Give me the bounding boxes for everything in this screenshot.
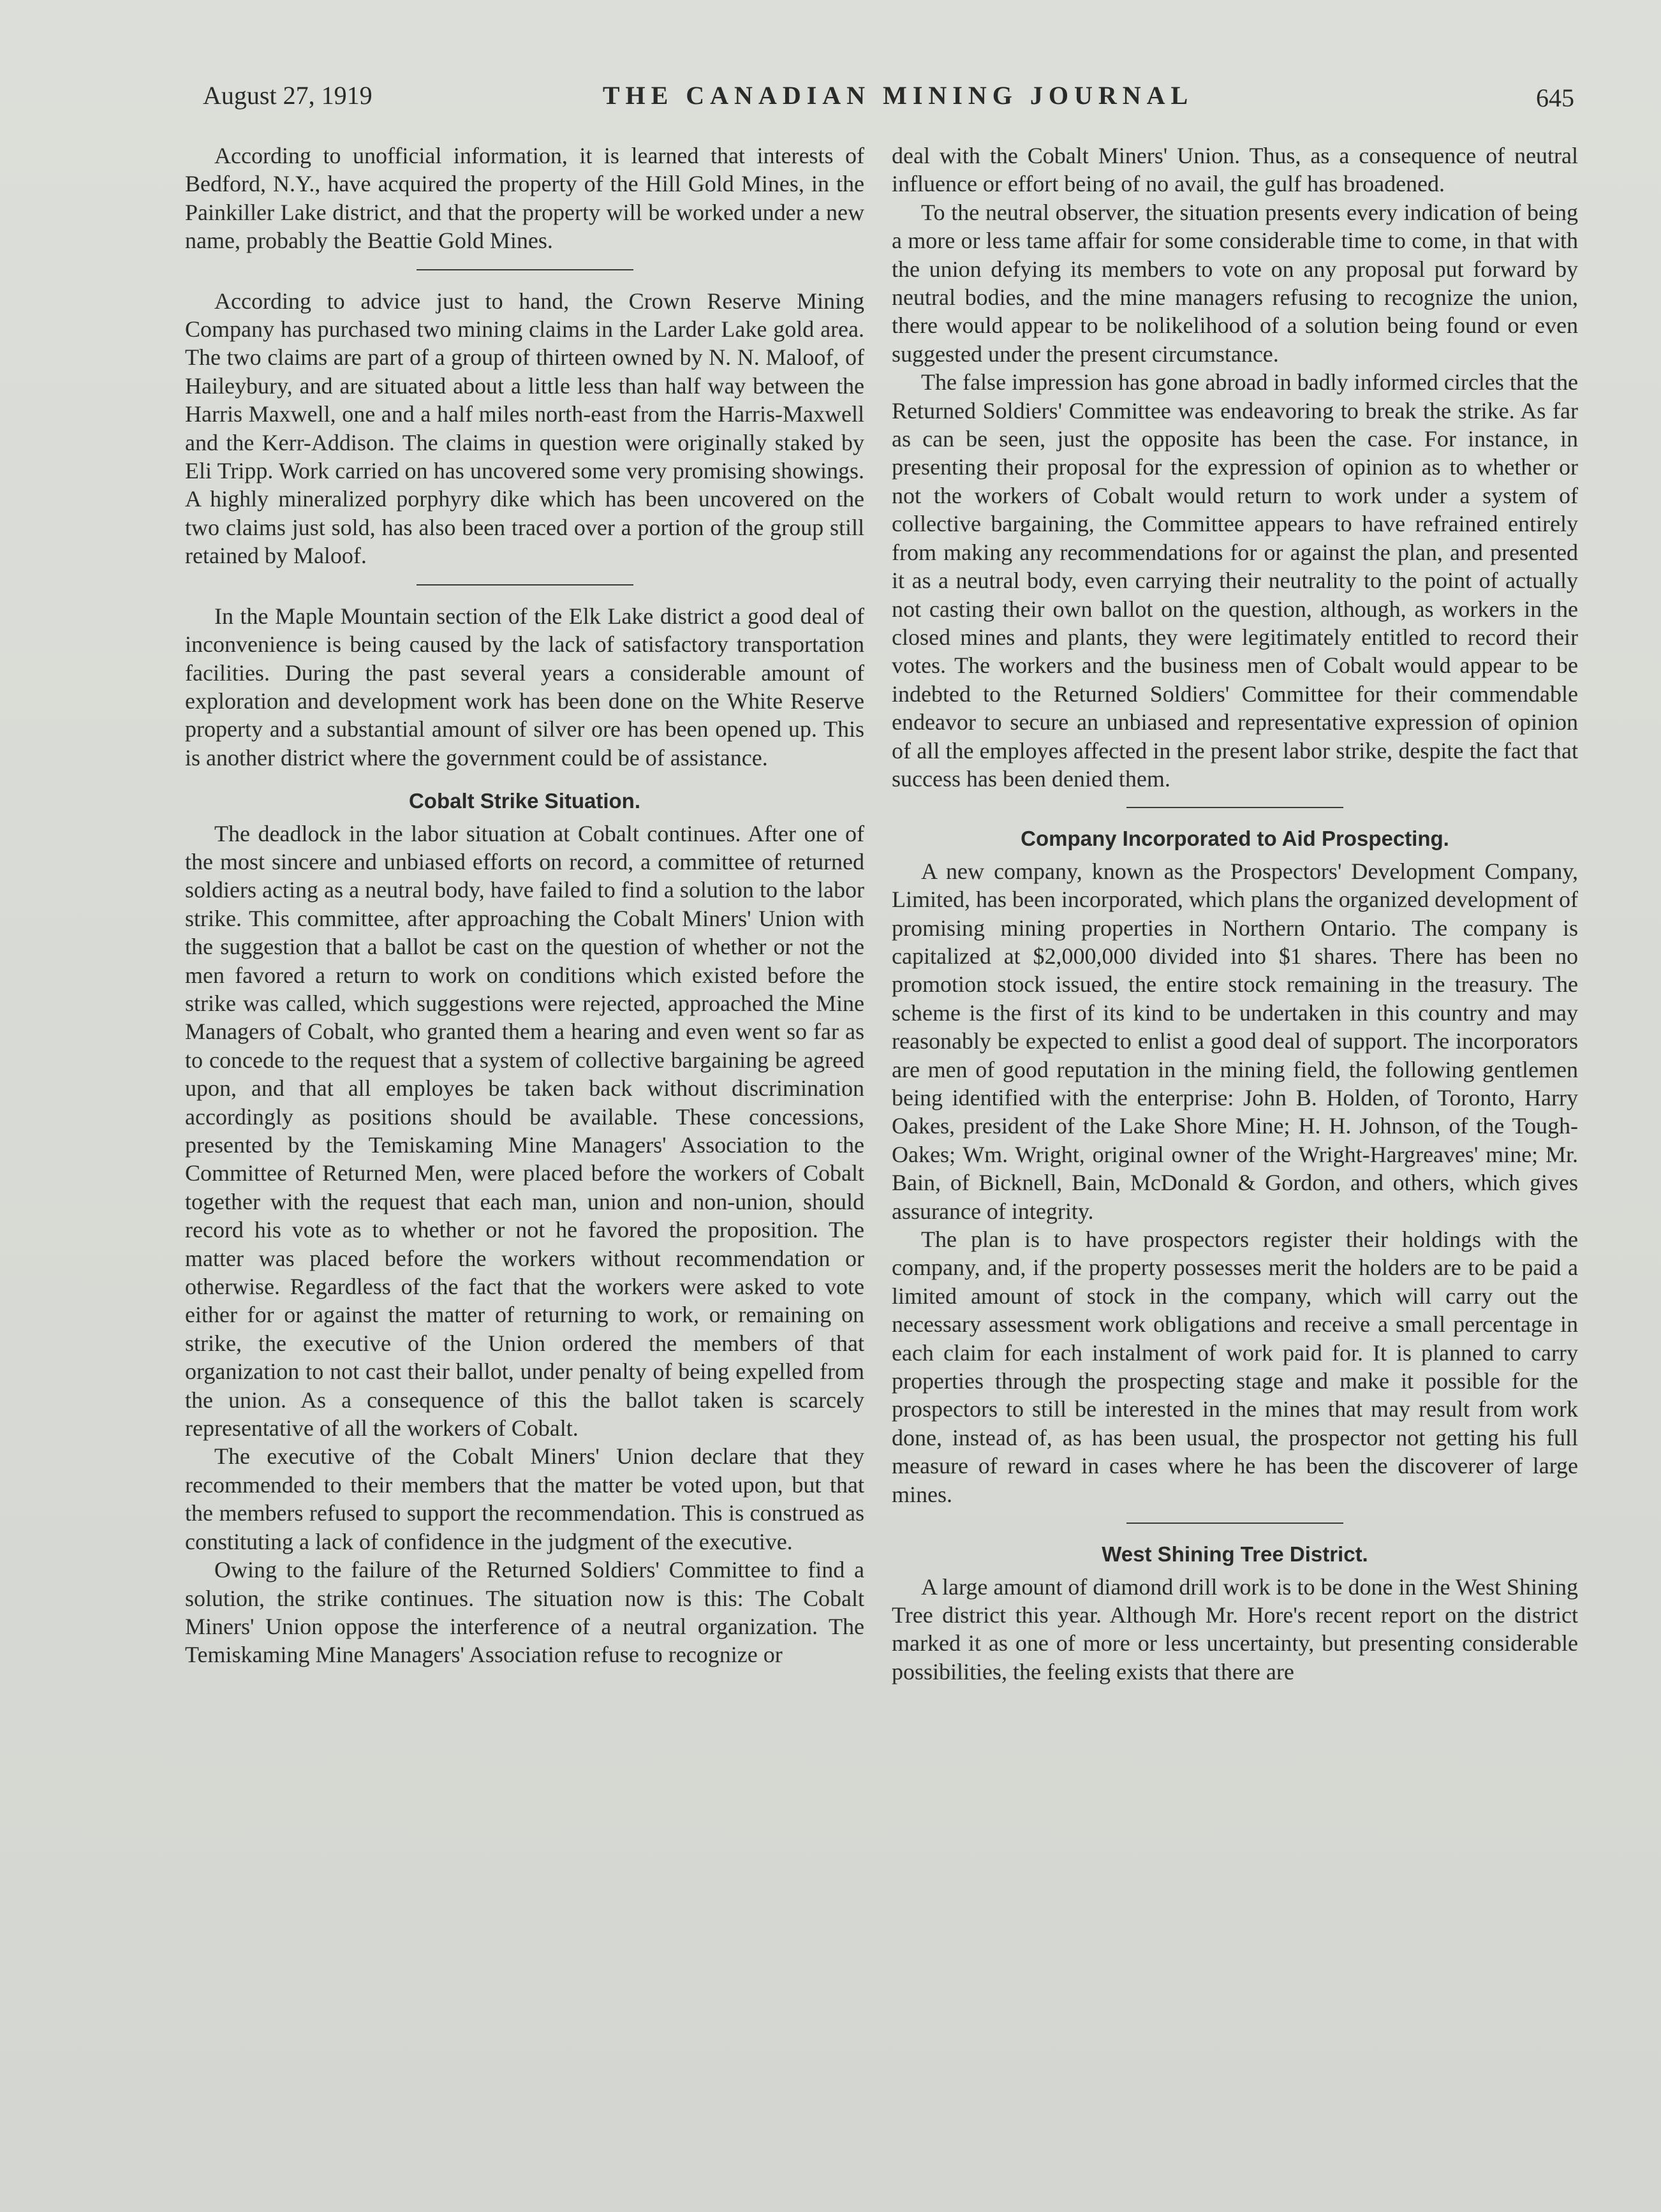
right-column <box>892 142 1578 1686</box>
article-maple-mountain: In the Maple Mountain section of the Elk Lake district a good deal of inconvenience is being caused by the lack of satisfactory transportation facilities. During the past several years a considerable amount of exploration and development work has been done on the White Reserve property and a substantial amount of silver ore has been opened up. This is another district where the government could be of assistance. <box>185 603 864 771</box>
running-head <box>203 80 1574 119</box>
heading-cobalt-strike: Cobalt Strike Situation. <box>408 789 641 813</box>
cobalt-paragraph-5: The false impression has gone abroad in badly informed circles that the Returned Soldiers' Committee was endeavoring to break the strike. As far as can be seen, just the opposite has been the case. For instance, in presenting their proposal for the expression of opinion as to whether or not the workers of Cobalt would return to work under a system of collective bargaining, the Committee appears to have refrained entirely from making any recommendations for or against the plan, and presented it as a neutral body, even carrying their neutrality to the point of actually not casting their own ballot on the question, although, as workers in the closed mines and plants, they were legitimately entitled to record their votes. The workers and the business men of Cobalt would appear to be indebted to the Returned Soldiers' Committee for their commendable endeavor to secure an unbiased and representative expression of opinion of all the employes affected in the present labor strike, despite the fact that success has been denied them. <box>892 369 1578 792</box>
cobalt-continuation: deal with the Cobalt Miners' Union. Thus, as a consequence of neutral influence or effort being of no avail, the gulf has broadened. <box>892 143 1578 197</box>
journal-title: THE CANADIAN MINING JOURNAL <box>602 81 1194 110</box>
company-paragraph-1: A new company, known as the Prospectors' Development Company, Limited, has been incorporated, which plans the organized development of promising mining properties in Northern Ontario. The company is capitalized at $2,000,000 divided into $1 shares. There has been no promotion stock issued, the entire stock remaining in the treasury. The scheme is the first of its kind to be undertaken in this country and may reasonably be expected to enlist a good deal of support. The incorporators are men of good reputation in the mining field, the following gentlemen being identified with the enterprise: John B. Holden, of Toronto, Harry Oakes, president of the Lake Shore Mine; H. H. Johnson, of the Tough-Oakes; Wm. Wright, original owner of the Wright-Hargreaves' mine; Mr. Bain, of Bicknell, Bain, McDonald & Gordon, and others, which gives assurance of integrity. <box>892 858 1578 1224</box>
section-divider <box>417 269 633 270</box>
cobalt-paragraph-4: To the neutral observer, the situation presents every indication of being a more or less tame affair for some considerable time to come, in that with the union defying its members to vote on any proposal put forward by neutral bodies, and the mine managers refusing to recognize the union, there would appear to be nolikelihood of a solution being found or even suggested under the present circumstance. <box>892 199 1578 367</box>
page-number: 645 <box>1536 84 1574 112</box>
cobalt-paragraph-1: The deadlock in the labor situation at Cobalt continues. After one of the most sincere and unbiased efforts on record, a committee of returned soldiers acting as a neutral body, have failed to find a solution to the labor strike. This committee, after approaching the Cobalt Miners' Union with the suggestion that a ballot be cast on the question of whether or not the men favored a return to work on conditions which existed before the strike was called, which suggestions were rejected, approached the Mine Managers of Cobalt, who granted them a hearing and even went so far as to concede to the request that a system of collective bargaining be agreed upon, and that all employes be taken back without discrimination accordingly as positions should be available. These concessions, presented by the Temiskaming Mine Managers' Association to the Committee of Returned Men, were placed before the workers of Cobalt together with the request that each man, union and non-union, should record his vote as to whether or not he favored the proposition. The matter was placed before the workers without recommendation or otherwise. Regardless of the fact that the workers were asked to vote either for or against the matter of returning to work, or remaining on strike, the executive of the Union ordered the members of that organization to not cast their ballot, under penalty of being expelled from the union. As a consequence of this the ballot taken is scarcely representative of all the workers of Cobalt. <box>185 820 864 1441</box>
section-divider <box>1126 807 1343 808</box>
article-hill-gold-mines: According to unofficial information, it is learned that interests of Bedford, N.Y., have acquired the property of the Hill Gold Mines, in the Painkiller Lake district, and that the property will be worked under a new name, probably the Beattie Gold Mines. <box>185 143 864 254</box>
issue-date: August 27, 1919 <box>203 81 373 110</box>
west-shining-tree-paragraph: A large amount of diamond drill work is to be done in the West Shining Tree district this year. Although Mr. Hore's recent report on the district marked it as one of more or less uncertainty, but presenting considerable possibilities, the feeling exists that there are <box>892 1574 1578 1685</box>
cobalt-paragraph-3: Owing to the failure of the Returned Soldiers' Committee to find a solution, the strike continues. The situation now is this: The Cobalt Miners' Union oppose the interference of a neutral organization. The Temiskaming Mine Managers' Association refuse to recognize or <box>185 1557 864 1668</box>
heading-company-incorporated: Company Incorporated to Aid Prospecting. <box>1021 827 1449 851</box>
company-paragraph-2: The plan is to have prospectors register their holdings with the company, and, if the property possesses merit the holders are to be paid a limited amount of stock in the company, which will carry out the necessary assessment work obligations and receive a small percentage in each claim for each instalment of work paid for. It is planned to carry properties through the prospecting stage and make it possible for the prospectors to still be interested in the mines that may result from work done, instead of, as has been usual, the prospector not getting his full measure of reward in cases where he has been the discoverer of large mines. <box>892 1227 1578 1507</box>
left-column <box>185 142 864 1669</box>
section-divider <box>1126 1523 1343 1524</box>
section-divider <box>417 584 633 586</box>
article-crown-reserve: According to advice just to hand, the Crown Reserve Mining Company has purchased two mining claims in the Larder Lake gold area. The two claims are part of a group of thirteen owned by N. N. Maloof, of Haileybury, and are situated about a little less than half way between the Harris Maxwell, one and a half miles north-east from the Harris-Maxwell and the Kerr-Addison. The claims in question were originally staked by Eli Tripp. Work carried on has uncovered some very promising showings. A highly mineralized porphyry dike which has been uncovered on the two claims just sold, has also been traced over a portion of the group still retained by Maloof. <box>185 288 864 569</box>
cobalt-paragraph-2: The executive of the Cobalt Miners' Union declare that they recommended to their members that the matter be voted upon, but that the members refused to support the recommendation. This is construed as constituting a lack of confidence in the judgment of the executive. <box>185 1443 864 1554</box>
heading-west-shining-tree: West Shining Tree District. <box>1102 1542 1368 1567</box>
